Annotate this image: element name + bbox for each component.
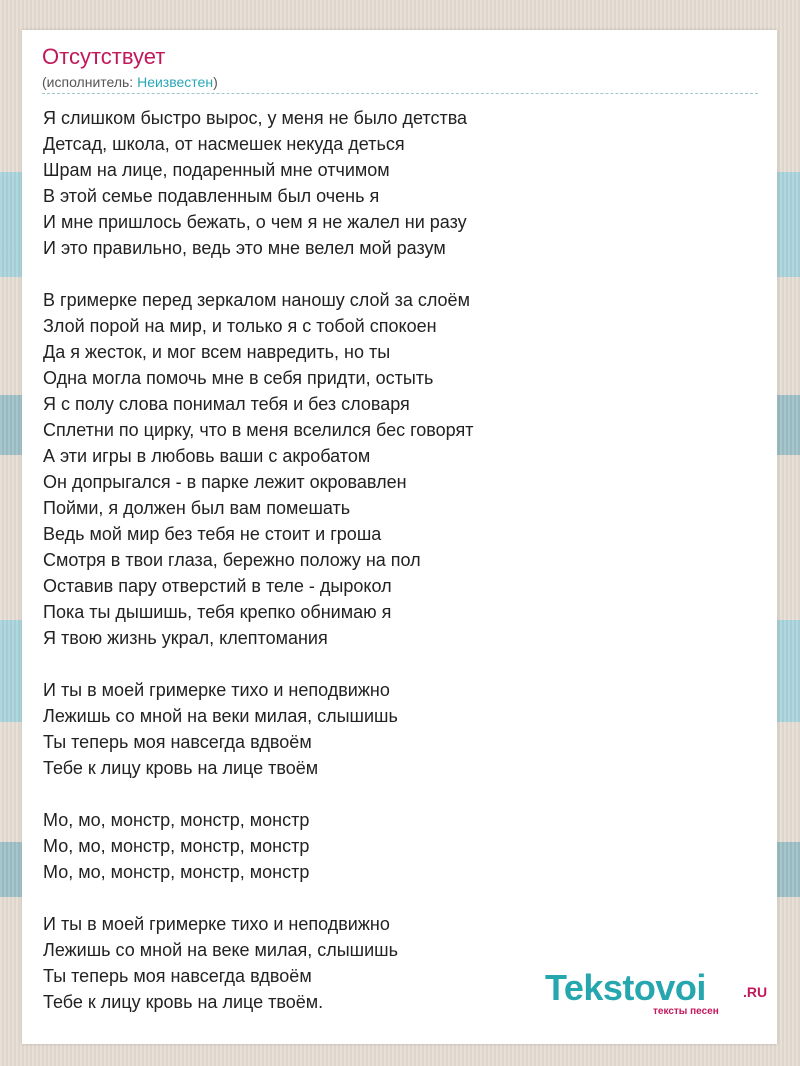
lyric-line: Мо, мо, монстр, монстр, монстр	[43, 810, 310, 830]
lyric-line: Ты теперь моя навсегда вдвоём	[43, 732, 312, 752]
stanza-1	[43, 105, 763, 261]
stanza-gap	[43, 651, 763, 677]
lyric-line: А эти игры в любовь ваши с акробатом	[43, 446, 371, 466]
artist-line	[42, 73, 218, 91]
lyric-line: Лежишь со мной на веке милая, слышишь	[43, 940, 398, 960]
lyric-line: Да я жесток, и мог всем навредить, но ты	[43, 342, 391, 362]
logo-domain: .RU	[743, 984, 768, 1000]
logo-tagline: тексты песен	[653, 1006, 719, 1017]
lyric-line: В гримерке перед зеркалом наношу слой за слоём	[43, 290, 470, 310]
lyric-line: Мо, мо, монстр, монстр, монстр	[43, 836, 310, 856]
lyric-line: Тебе к лицу кровь на лице твоём.	[43, 992, 324, 1012]
lyric-line: И это правильно, ведь это мне велел мой разум	[43, 238, 446, 258]
lyric-line: И мне пришлось бежать, о чем я не жалел ни разу	[43, 212, 467, 232]
lyric-line: И ты в моей гримерке тихо и неподвижно	[43, 680, 390, 700]
lyric-line: Оставив пару отверстий в теле - дырокол	[43, 576, 392, 596]
logo-wordmark: Tekstovoi	[545, 967, 706, 1008]
artist-link[interactable]: Неизвестен	[137, 74, 214, 90]
artist-suffix: )	[213, 74, 218, 90]
artist-prefix: (исполнитель:	[42, 74, 138, 90]
lyric-line: Тебе к лицу кровь на лице твоём	[43, 758, 319, 778]
lyric-line: Лежишь со мной на веки милая, слышишь	[43, 706, 398, 726]
stanza-4	[43, 807, 763, 885]
lyric-line: Я слишком быстро вырос, у меня не было детства	[43, 108, 468, 128]
lyric-line: Детсад, школа, от насмешек некуда деться	[43, 134, 405, 154]
lyric-line: Ведь мой мир без тебя не стоит и гроша	[43, 524, 382, 544]
lyrics-text	[43, 105, 763, 1015]
stanza-gap	[43, 781, 763, 807]
stanza-gap	[43, 885, 763, 911]
lyric-line: Я твою жизнь украл, клептомания	[43, 628, 328, 648]
lyric-line: Шрам на лице, подаренный мне отчимом	[43, 160, 390, 180]
stanza-3	[43, 677, 763, 781]
stanza-2	[43, 287, 763, 651]
lyric-line: Пойми, я должен был вам помешать	[43, 498, 351, 518]
song-title: Отсутствует	[42, 44, 166, 69]
lyric-line: И ты в моей гримерке тихо и неподвижно	[43, 914, 390, 934]
lyric-line: Пока ты дышишь, тебя крепко обнимаю я	[43, 602, 392, 622]
lyric-line: Ты теперь моя навсегда вдвоём	[43, 966, 312, 986]
lyric-line: Злой порой на мир, и только я с тобой спокоен	[43, 316, 437, 336]
lyric-line: Одна могла помочь мне в себя придти, остыть	[43, 368, 434, 388]
stanza-gap	[43, 261, 763, 287]
site-logo[interactable]	[545, 968, 775, 1018]
lyric-line: В этой семье подавленным был очень я	[43, 186, 380, 206]
lyric-line: Я с полу слова понимал тебя и без словаря	[43, 394, 410, 414]
title-divider	[42, 93, 758, 94]
lyric-line: Мо, мо, монстр, монстр, монстр	[43, 862, 310, 882]
lyric-line: Сплетни по цирку, что в меня вселился бес говорят	[43, 420, 474, 440]
lyric-line: Смотря в твои глаза, бережно положу на пол	[43, 550, 421, 570]
lyrics-card	[22, 30, 777, 1044]
lyric-line: Он допрыгался - в парке лежит окровавлен	[43, 472, 407, 492]
